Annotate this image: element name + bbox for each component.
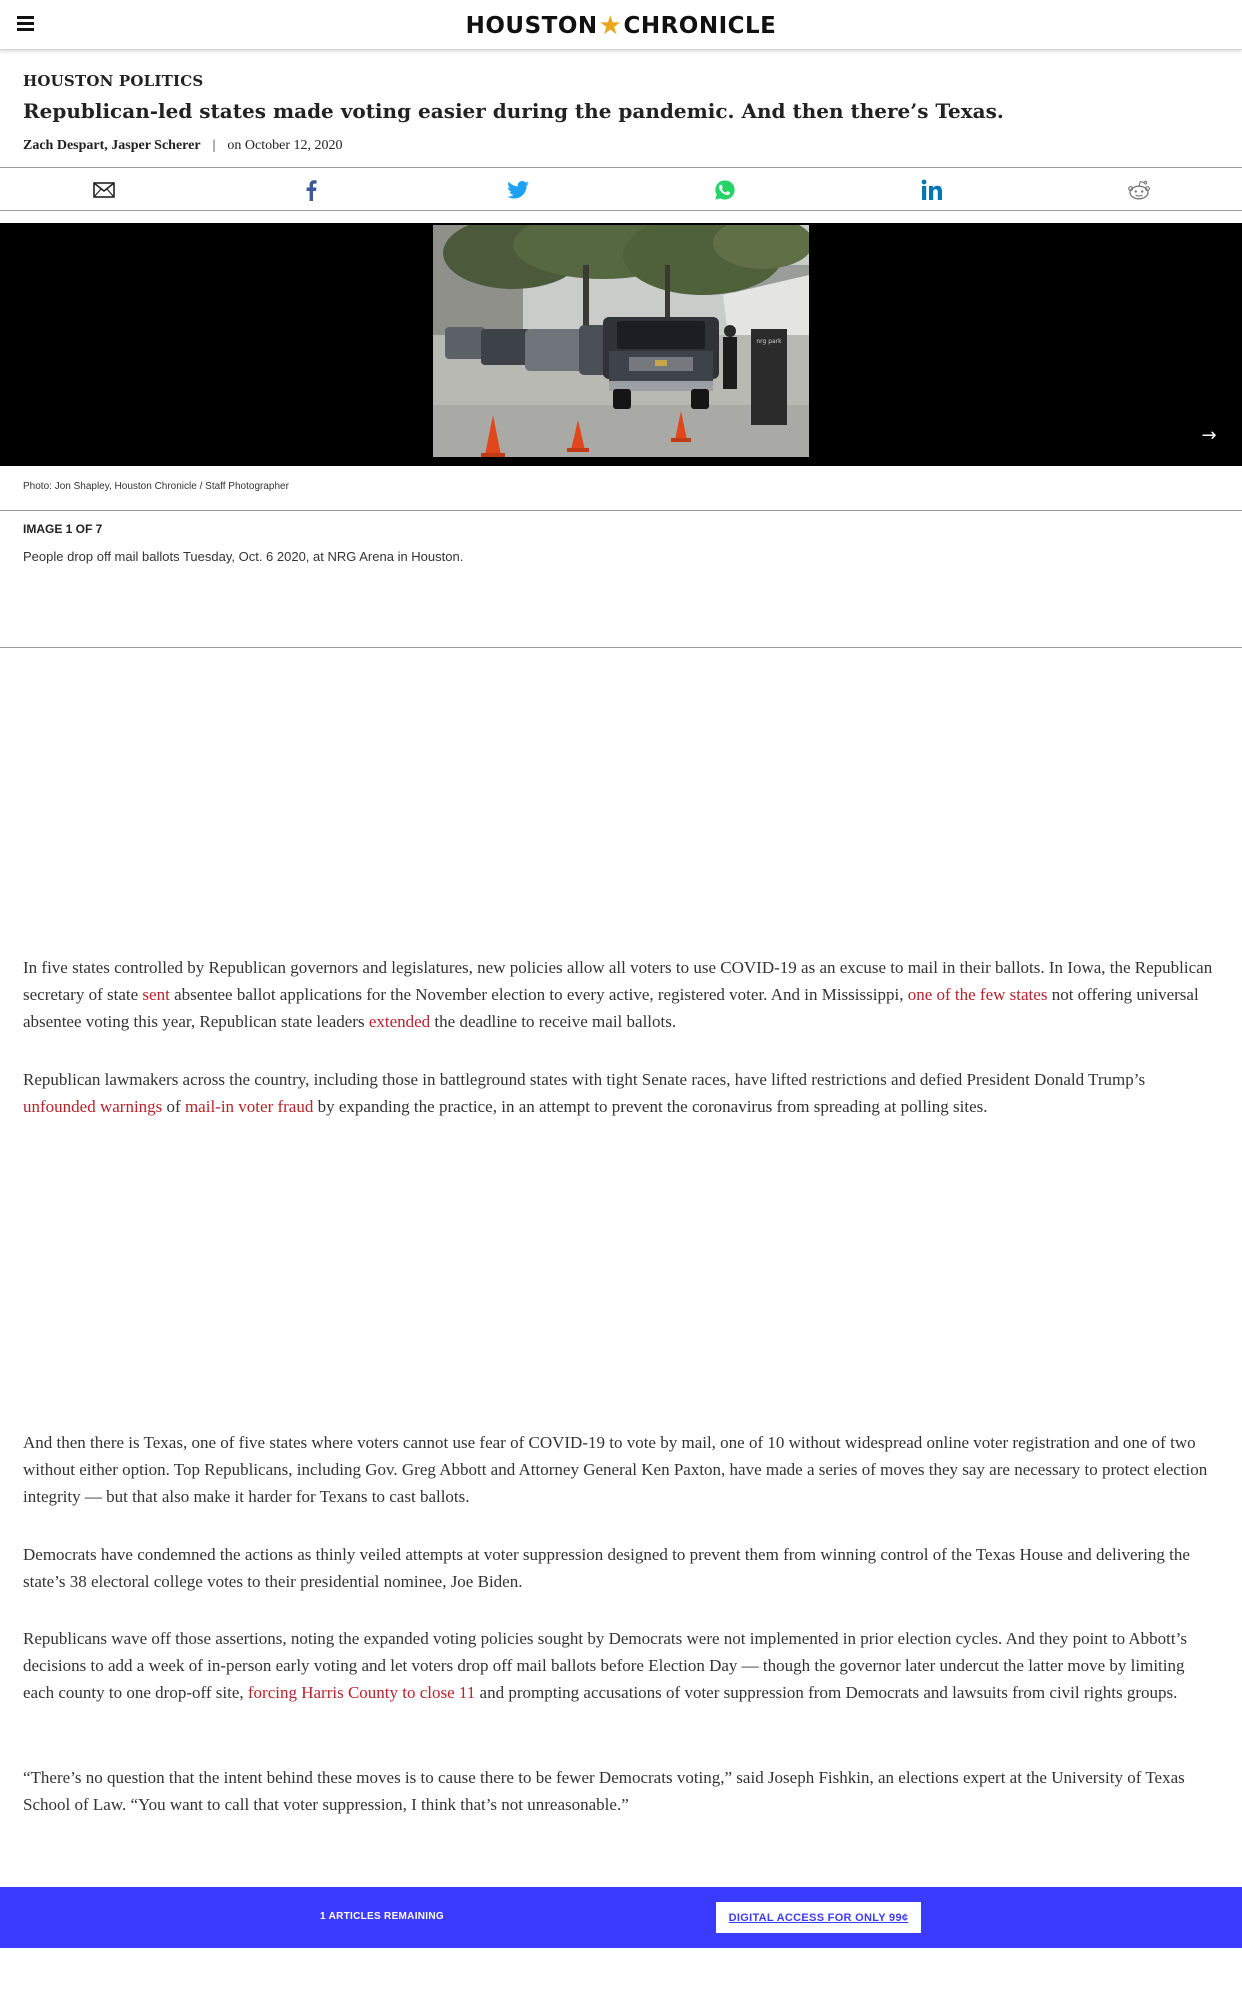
- article-headline: Republican-led states made voting easier during the pandemic. And then there’s Texas.: [23, 99, 1004, 123]
- paragraph-4: Democrats have condemned the actions as thinly veiled attempts at voter suppression designed to prevent them from winning control of the Texas House and delivering the state’s 38 electoral college votes to their presidential nominee, Joe Biden.: [23, 1545, 1190, 1591]
- paragraph-3: And then there is Texas, one of five states where voters cannot use fear of COVID-19 to vote by mail, one of 10 without widespread online voter registration and one of two without either option. Top Republicans, including Gov. Greg Abbott and Attorney General Ken Paxton, have made a series of moves they say are necessary to protect election integrity — but that also make it harder for Texans to cast ballots.: [23, 1433, 1208, 1506]
- p5-text: Republicans wave off those assertions, noting the expanded voting policies sought by Democrats were not implemented in prior election cycles. And they point to Abbott’s decisions to add a week of in-person early voting and let voters drop off mail ballots before Election Day — though the governor later undercut the latter move by limiting each county to one drop-off site,: [23, 1629, 1187, 1702]
- photo-credit: Photo: Jon Shapley, Houston Chronicle / Staff Photographer: [23, 481, 289, 492]
- digital-access-button[interactable]: DIGITAL ACCESS FOR ONLY 99¢: [716, 1902, 921, 1933]
- sign-text: nrg park: [756, 338, 782, 345]
- top-bar: [0, 0, 1242, 50]
- link-forcing-harris-county[interactable]: forcing Harris County to close 11: [247, 1683, 476, 1702]
- gallery-photo[interactable]: [433, 225, 809, 457]
- logo-text-chronicle: CHRONICLE: [623, 13, 777, 39]
- link-unfounded-warnings[interactable]: unfounded warnings: [23, 1097, 163, 1116]
- byline-authors[interactable]: Zach Despart, Jasper Scherer: [23, 138, 201, 153]
- p5-text: and prompting accusations of voter suppression from Democrats and lawsuits from civil rights groups.: [475, 1683, 1178, 1702]
- image-slideshow[interactable]: [0, 223, 1242, 466]
- byline: [23, 138, 342, 154]
- section-label[interactable]: HOUSTON POLITICS: [23, 72, 204, 90]
- paragraph-5: [23, 1625, 1219, 1706]
- site-logo[interactable]: [0, 10, 1242, 40]
- paragraph-2: [23, 1066, 1219, 1120]
- p1-text: the deadline to receive mail ballots.: [430, 1012, 677, 1031]
- email-icon[interactable]: [91, 177, 117, 203]
- p2-text: of: [162, 1097, 185, 1116]
- p1-text: absentee ballot applications for the November election to every active, registered voter. And in Mississippi,: [169, 985, 908, 1004]
- link-sent[interactable]: sent: [142, 985, 170, 1004]
- share-bar: [0, 167, 1242, 211]
- star-icon: ★: [598, 11, 623, 41]
- photo-caption: People drop off mail ballots Tuesday, Oct. 6 2020, at NRG Arena in Houston.: [23, 549, 464, 564]
- whatsapp-icon[interactable]: [712, 177, 738, 203]
- link-one-of-the-few-states[interactable]: one of the few states: [907, 985, 1048, 1004]
- reddit-icon[interactable]: [1126, 177, 1152, 203]
- linkedin-icon[interactable]: [919, 177, 945, 203]
- paywall-bar: [0, 1887, 1242, 1948]
- byline-date: on October 12, 2020: [227, 138, 343, 153]
- p2-text: Republican lawmakers across the country, including those in battleground states with tight Senate races, have lifted restrictions and defied President Donald Trump’s: [23, 1070, 1146, 1089]
- caption-divider: [0, 510, 1242, 511]
- section-divider: [0, 647, 1242, 648]
- paragraph-6: “There’s no question that the intent behind these moves is to cause there to be fewer Democrats voting,” said Joseph Fishkin, an elections expert at the University of Texas School of Law. “You want to call that voter suppression, I think that’s not unreasonable.”: [23, 1768, 1185, 1814]
- image-counter: IMAGE 1 OF 7: [23, 522, 103, 536]
- logo-text-houston: HOUSTON: [465, 13, 598, 39]
- articles-remaining: 1 ARTICLES REMAINING: [320, 1911, 444, 1922]
- facebook-icon[interactable]: [298, 177, 324, 203]
- paragraph-1: [23, 954, 1219, 1035]
- p2-text: by expanding the practice, in an attempt to prevent the coronavirus from spreading at polling sites.: [313, 1097, 988, 1116]
- p1-text: not offering universal absentee voting this year, Republican state leaders: [23, 985, 1199, 1031]
- p1-text: In five states controlled by Republican governors and legislatures, new policies allow all voters to use COVID-19 as an excuse to mail in their ballots. In Iowa, the Republican secretary of state: [23, 958, 1213, 1004]
- twitter-icon[interactable]: [505, 177, 531, 203]
- link-mail-in-voter-fraud[interactable]: mail-in voter fraud: [184, 1097, 314, 1116]
- byline-separator: |: [212, 138, 216, 153]
- link-extended[interactable]: extended: [368, 1012, 431, 1031]
- next-image-arrow-icon[interactable]: →: [1201, 425, 1217, 446]
